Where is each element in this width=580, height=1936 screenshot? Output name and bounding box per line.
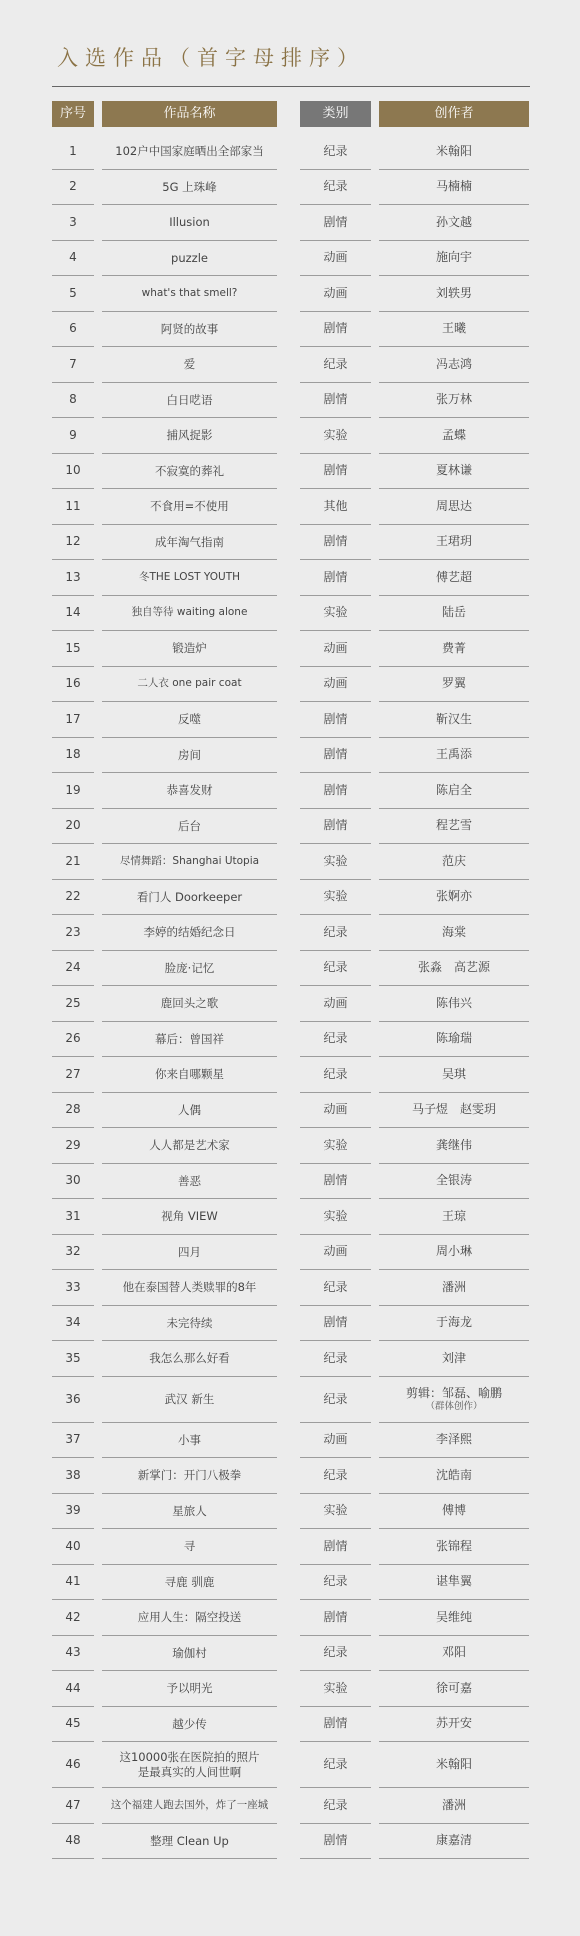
work-category: 剧情 — [300, 1164, 371, 1200]
work-creator: 吴维纯 — [379, 1600, 529, 1636]
creator-name: 剪辑：邹磊、喻鹏 — [405, 1385, 502, 1400]
work-category: 纪录 — [300, 1742, 371, 1788]
table-row — [0, 1093, 580, 1129]
work-category: 动画 — [300, 1093, 371, 1129]
work-title: 恭喜发财 — [102, 773, 277, 809]
row-number: 5 — [52, 276, 94, 312]
works-table — [0, 134, 580, 1859]
work-creator: 王琼 — [379, 1199, 529, 1235]
row-number: 29 — [52, 1128, 94, 1164]
row-number: 27 — [52, 1057, 94, 1093]
work-creator: 陆岳 — [379, 596, 529, 632]
work-category: 剧情 — [300, 312, 371, 348]
row-number: 6 — [52, 312, 94, 348]
work-category: 剧情 — [300, 383, 371, 419]
work-category: 实验 — [300, 1128, 371, 1164]
table-row — [0, 1788, 580, 1824]
work-creator: 施向宇 — [379, 241, 529, 277]
work-category: 剧情 — [300, 1707, 371, 1743]
header-number: 序号 — [52, 101, 94, 127]
row-number: 25 — [52, 986, 94, 1022]
row-number: 44 — [52, 1671, 94, 1707]
work-category: 纪录 — [300, 1458, 371, 1494]
work-title: 不寂寞的葬礼 — [102, 454, 277, 490]
work-category: 纪录 — [300, 1270, 371, 1306]
work-creator: 于海龙 — [379, 1306, 529, 1342]
row-number: 9 — [52, 418, 94, 454]
work-title: 我怎么那么好看 — [102, 1341, 277, 1377]
row-number: 11 — [52, 489, 94, 525]
work-category: 纪录 — [300, 134, 371, 170]
row-number: 34 — [52, 1306, 94, 1342]
row-number: 31 — [52, 1199, 94, 1235]
work-category: 实验 — [300, 844, 371, 880]
table-row — [0, 1199, 580, 1235]
table-row — [0, 241, 580, 277]
work-title: 二人衣 one pair coat — [102, 667, 277, 703]
row-number: 16 — [52, 667, 94, 703]
table-row — [0, 383, 580, 419]
work-title: 冬THE LOST YOUTH — [102, 560, 277, 596]
row-number: 46 — [52, 1742, 94, 1788]
work-creator: 潘洲 — [379, 1788, 529, 1824]
work-creator: 海棠 — [379, 915, 529, 951]
table-row — [0, 1565, 580, 1601]
table-row — [0, 986, 580, 1022]
work-category: 动画 — [300, 1423, 371, 1459]
work-creator: 陈启全 — [379, 773, 529, 809]
work-category: 动画 — [300, 241, 371, 277]
row-number: 39 — [52, 1494, 94, 1530]
work-title: 四月 — [102, 1235, 277, 1271]
work-title: 5G 上珠峰 — [102, 170, 277, 206]
work-category: 实验 — [300, 1199, 371, 1235]
work-title: 寻 — [102, 1529, 277, 1565]
row-number: 42 — [52, 1600, 94, 1636]
work-creator: 吴琪 — [379, 1057, 529, 1093]
work-category: 纪录 — [300, 915, 371, 951]
work-title: 白日呓语 — [102, 383, 277, 419]
work-category: 纪录 — [300, 1057, 371, 1093]
row-number: 12 — [52, 525, 94, 561]
work-creator — [379, 1377, 529, 1423]
work-title: 整理 Clean Up — [102, 1824, 277, 1860]
work-creator: 夏林谦 — [379, 454, 529, 490]
work-title: puzzle — [102, 241, 277, 277]
work-creator: 马子煜 赵雯玥 — [379, 1093, 529, 1129]
row-number: 4 — [52, 241, 94, 277]
row-number: 3 — [52, 205, 94, 241]
table-row — [0, 1636, 580, 1672]
work-title: 李婷的结婚纪念日 — [102, 915, 277, 951]
row-number: 2 — [52, 170, 94, 206]
table-row — [0, 1341, 580, 1377]
work-creator: 马楠楠 — [379, 170, 529, 206]
work-creator: 冯志鸿 — [379, 347, 529, 383]
row-number: 28 — [52, 1093, 94, 1129]
table-row — [0, 1164, 580, 1200]
table-row — [0, 1235, 580, 1271]
work-creator: 王珺玥 — [379, 525, 529, 561]
row-number: 48 — [52, 1824, 94, 1860]
work-creator: 张婀亦 — [379, 880, 529, 916]
table-row — [0, 134, 580, 170]
work-creator: 邓阳 — [379, 1636, 529, 1672]
work-title-line: 这10000张在医院拍的照片 — [119, 1750, 260, 1765]
work-title: 善恶 — [102, 1164, 277, 1200]
work-creator: 陈伟兴 — [379, 986, 529, 1022]
work-creator: 全银涛 — [379, 1164, 529, 1200]
table-row — [0, 347, 580, 383]
work-category: 纪录 — [300, 1341, 371, 1377]
work-title: 视角 VIEW — [102, 1199, 277, 1235]
work-category: 剧情 — [300, 525, 371, 561]
table-row — [0, 1057, 580, 1093]
table-row — [0, 596, 580, 632]
work-creator: 傅艺超 — [379, 560, 529, 596]
work-category: 纪录 — [300, 1788, 371, 1824]
header-title: 作品名称 — [102, 101, 277, 127]
work-category: 剧情 — [300, 1306, 371, 1342]
work-category: 纪录 — [300, 1022, 371, 1058]
table-row — [0, 773, 580, 809]
work-creator: 谌隼翼 — [379, 1565, 529, 1601]
work-title: 鹿回头之歌 — [102, 986, 277, 1022]
work-category: 纪录 — [300, 347, 371, 383]
work-title: 不食用=不使用 — [102, 489, 277, 525]
row-number: 8 — [52, 383, 94, 419]
table-row — [0, 1458, 580, 1494]
table-row — [0, 1494, 580, 1530]
table-row — [0, 525, 580, 561]
table-row — [0, 418, 580, 454]
work-category: 剧情 — [300, 1529, 371, 1565]
row-number: 17 — [52, 702, 94, 738]
table-row — [0, 1824, 580, 1860]
work-category: 动画 — [300, 276, 371, 312]
work-creator: 周思达 — [379, 489, 529, 525]
table-row — [0, 809, 580, 845]
work-title: Illusion — [102, 205, 277, 241]
work-creator: 张锦程 — [379, 1529, 529, 1565]
table-row — [0, 915, 580, 951]
work-title: what's that smell? — [102, 276, 277, 312]
work-title: 捕风捉影 — [102, 418, 277, 454]
work-title — [102, 1742, 277, 1788]
row-number: 21 — [52, 844, 94, 880]
table-row — [0, 205, 580, 241]
work-category: 实验 — [300, 596, 371, 632]
work-creator: 陈瑜瑞 — [379, 1022, 529, 1058]
work-category: 动画 — [300, 1235, 371, 1271]
work-creator: 靳汉生 — [379, 702, 529, 738]
work-title: 人人都是艺术家 — [102, 1128, 277, 1164]
row-number: 22 — [52, 880, 94, 916]
row-number: 32 — [52, 1235, 94, 1271]
work-category: 剧情 — [300, 1600, 371, 1636]
work-creator: 李泽熙 — [379, 1423, 529, 1459]
table-row — [0, 702, 580, 738]
work-title: 寻鹿 驯鹿 — [102, 1565, 277, 1601]
work-category: 剧情 — [300, 773, 371, 809]
row-number: 41 — [52, 1565, 94, 1601]
row-number: 43 — [52, 1636, 94, 1672]
work-category: 剧情 — [300, 205, 371, 241]
page-title: 入选作品（首字母排序） — [57, 46, 365, 70]
table-row — [0, 1377, 580, 1423]
table-row — [0, 489, 580, 525]
work-category: 剧情 — [300, 809, 371, 845]
work-category: 其他 — [300, 489, 371, 525]
work-title: 小事 — [102, 1423, 277, 1459]
work-category: 实验 — [300, 880, 371, 916]
row-number: 37 — [52, 1423, 94, 1459]
row-number: 40 — [52, 1529, 94, 1565]
row-number: 14 — [52, 596, 94, 632]
row-number: 45 — [52, 1707, 94, 1743]
work-creator: 康嘉清 — [379, 1824, 529, 1860]
row-number: 7 — [52, 347, 94, 383]
work-creator: 孙文越 — [379, 205, 529, 241]
work-creator: 王曦 — [379, 312, 529, 348]
work-creator: 费菁 — [379, 631, 529, 667]
row-number: 47 — [52, 1788, 94, 1824]
table-row — [0, 880, 580, 916]
work-title: 你来自哪颗星 — [102, 1057, 277, 1093]
table-row — [0, 844, 580, 880]
table-row — [0, 1600, 580, 1636]
work-title: 脸庞·记忆 — [102, 951, 277, 987]
table-row — [0, 1306, 580, 1342]
work-creator: 范庆 — [379, 844, 529, 880]
table-row — [0, 1671, 580, 1707]
work-creator: 刘津 — [379, 1341, 529, 1377]
work-title: 武汉 新生 — [102, 1377, 277, 1423]
work-category: 实验 — [300, 1494, 371, 1530]
work-category: 动画 — [300, 631, 371, 667]
work-creator: 孟蝶 — [379, 418, 529, 454]
work-title: 成年淘气指南 — [102, 525, 277, 561]
table-row — [0, 1707, 580, 1743]
work-category: 动画 — [300, 986, 371, 1022]
work-title: 看门人 Doorkeeper — [102, 880, 277, 916]
row-number: 33 — [52, 1270, 94, 1306]
work-title: 尽情舞蹈：Shanghai Utopia — [102, 844, 277, 880]
header-category: 类别 — [300, 101, 371, 127]
row-number: 15 — [52, 631, 94, 667]
work-title: 他在泰国替人类赎罪的8年 — [102, 1270, 277, 1306]
title-divider — [52, 86, 530, 87]
work-title: 102户中国家庭晒出全部家当 — [102, 134, 277, 170]
table-row — [0, 1742, 580, 1788]
table-row — [0, 738, 580, 774]
work-creator: 徐可嘉 — [379, 1671, 529, 1707]
work-title: 阿贤的故事 — [102, 312, 277, 348]
work-category: 剧情 — [300, 454, 371, 490]
row-number: 23 — [52, 915, 94, 951]
work-creator: 米翰阳 — [379, 134, 529, 170]
row-number: 20 — [52, 809, 94, 845]
work-title: 瑜伽村 — [102, 1636, 277, 1672]
work-creator: 刘轶男 — [379, 276, 529, 312]
work-creator: 王禹添 — [379, 738, 529, 774]
row-number: 26 — [52, 1022, 94, 1058]
row-number: 35 — [52, 1341, 94, 1377]
work-title: 爱 — [102, 347, 277, 383]
work-title: 星旅人 — [102, 1494, 277, 1530]
table-row — [0, 312, 580, 348]
row-number: 19 — [52, 773, 94, 809]
row-number: 18 — [52, 738, 94, 774]
work-category: 纪录 — [300, 951, 371, 987]
work-category: 剧情 — [300, 702, 371, 738]
work-creator: 张淼 高艺源 — [379, 951, 529, 987]
work-title-line: 是最真实的人间世啊 — [137, 1764, 242, 1779]
header-creator: 创作者 — [379, 101, 529, 127]
row-number: 30 — [52, 1164, 94, 1200]
work-title: 后台 — [102, 809, 277, 845]
work-creator: 龚继伟 — [379, 1128, 529, 1164]
row-number: 1 — [52, 134, 94, 170]
work-creator: 苏开安 — [379, 1707, 529, 1743]
work-title: 应用人生：隔空投送 — [102, 1600, 277, 1636]
table-row — [0, 1022, 580, 1058]
row-number: 38 — [52, 1458, 94, 1494]
table-row — [0, 1128, 580, 1164]
row-number: 24 — [52, 951, 94, 987]
row-number: 13 — [52, 560, 94, 596]
work-category: 纪录 — [300, 1377, 371, 1423]
table-row — [0, 667, 580, 703]
work-title: 未完待续 — [102, 1306, 277, 1342]
table-row — [0, 170, 580, 206]
work-title: 独自等待 waiting alone — [102, 596, 277, 632]
table-row — [0, 631, 580, 667]
work-creator: 潘洲 — [379, 1270, 529, 1306]
work-title: 新掌门：开门八极拳 — [102, 1458, 277, 1494]
work-creator: 罗翼 — [379, 667, 529, 703]
work-creator: 米翰阳 — [379, 1742, 529, 1788]
work-category: 剧情 — [300, 738, 371, 774]
work-category: 纪录 — [300, 1565, 371, 1601]
work-category: 剧情 — [300, 1824, 371, 1860]
work-creator: 周小琳 — [379, 1235, 529, 1271]
work-category: 纪录 — [300, 1636, 371, 1672]
work-category: 实验 — [300, 418, 371, 454]
table-row — [0, 1529, 580, 1565]
work-creator: 傅博 — [379, 1494, 529, 1530]
work-creator: 沈皓南 — [379, 1458, 529, 1494]
work-category: 实验 — [300, 1671, 371, 1707]
row-number: 10 — [52, 454, 94, 490]
work-title: 幕后：曾国祥 — [102, 1022, 277, 1058]
table-row — [0, 276, 580, 312]
creator-note: （群体创作） — [425, 1400, 483, 1412]
work-title: 这个福建人跑去国外，炸了一座城 — [102, 1788, 277, 1824]
row-number: 36 — [52, 1377, 94, 1423]
work-category: 动画 — [300, 667, 371, 703]
work-creator: 程艺雪 — [379, 809, 529, 845]
work-creator: 张万林 — [379, 383, 529, 419]
table-row — [0, 1270, 580, 1306]
work-title: 房间 — [102, 738, 277, 774]
work-category: 剧情 — [300, 560, 371, 596]
work-title: 越少传 — [102, 1707, 277, 1743]
work-title: 反噬 — [102, 702, 277, 738]
work-category: 纪录 — [300, 170, 371, 206]
work-title: 锻造炉 — [102, 631, 277, 667]
table-row — [0, 560, 580, 596]
table-row — [0, 454, 580, 490]
table-row — [0, 951, 580, 987]
work-title: 人偶 — [102, 1093, 277, 1129]
table-row — [0, 1423, 580, 1459]
work-title: 予以明光 — [102, 1671, 277, 1707]
